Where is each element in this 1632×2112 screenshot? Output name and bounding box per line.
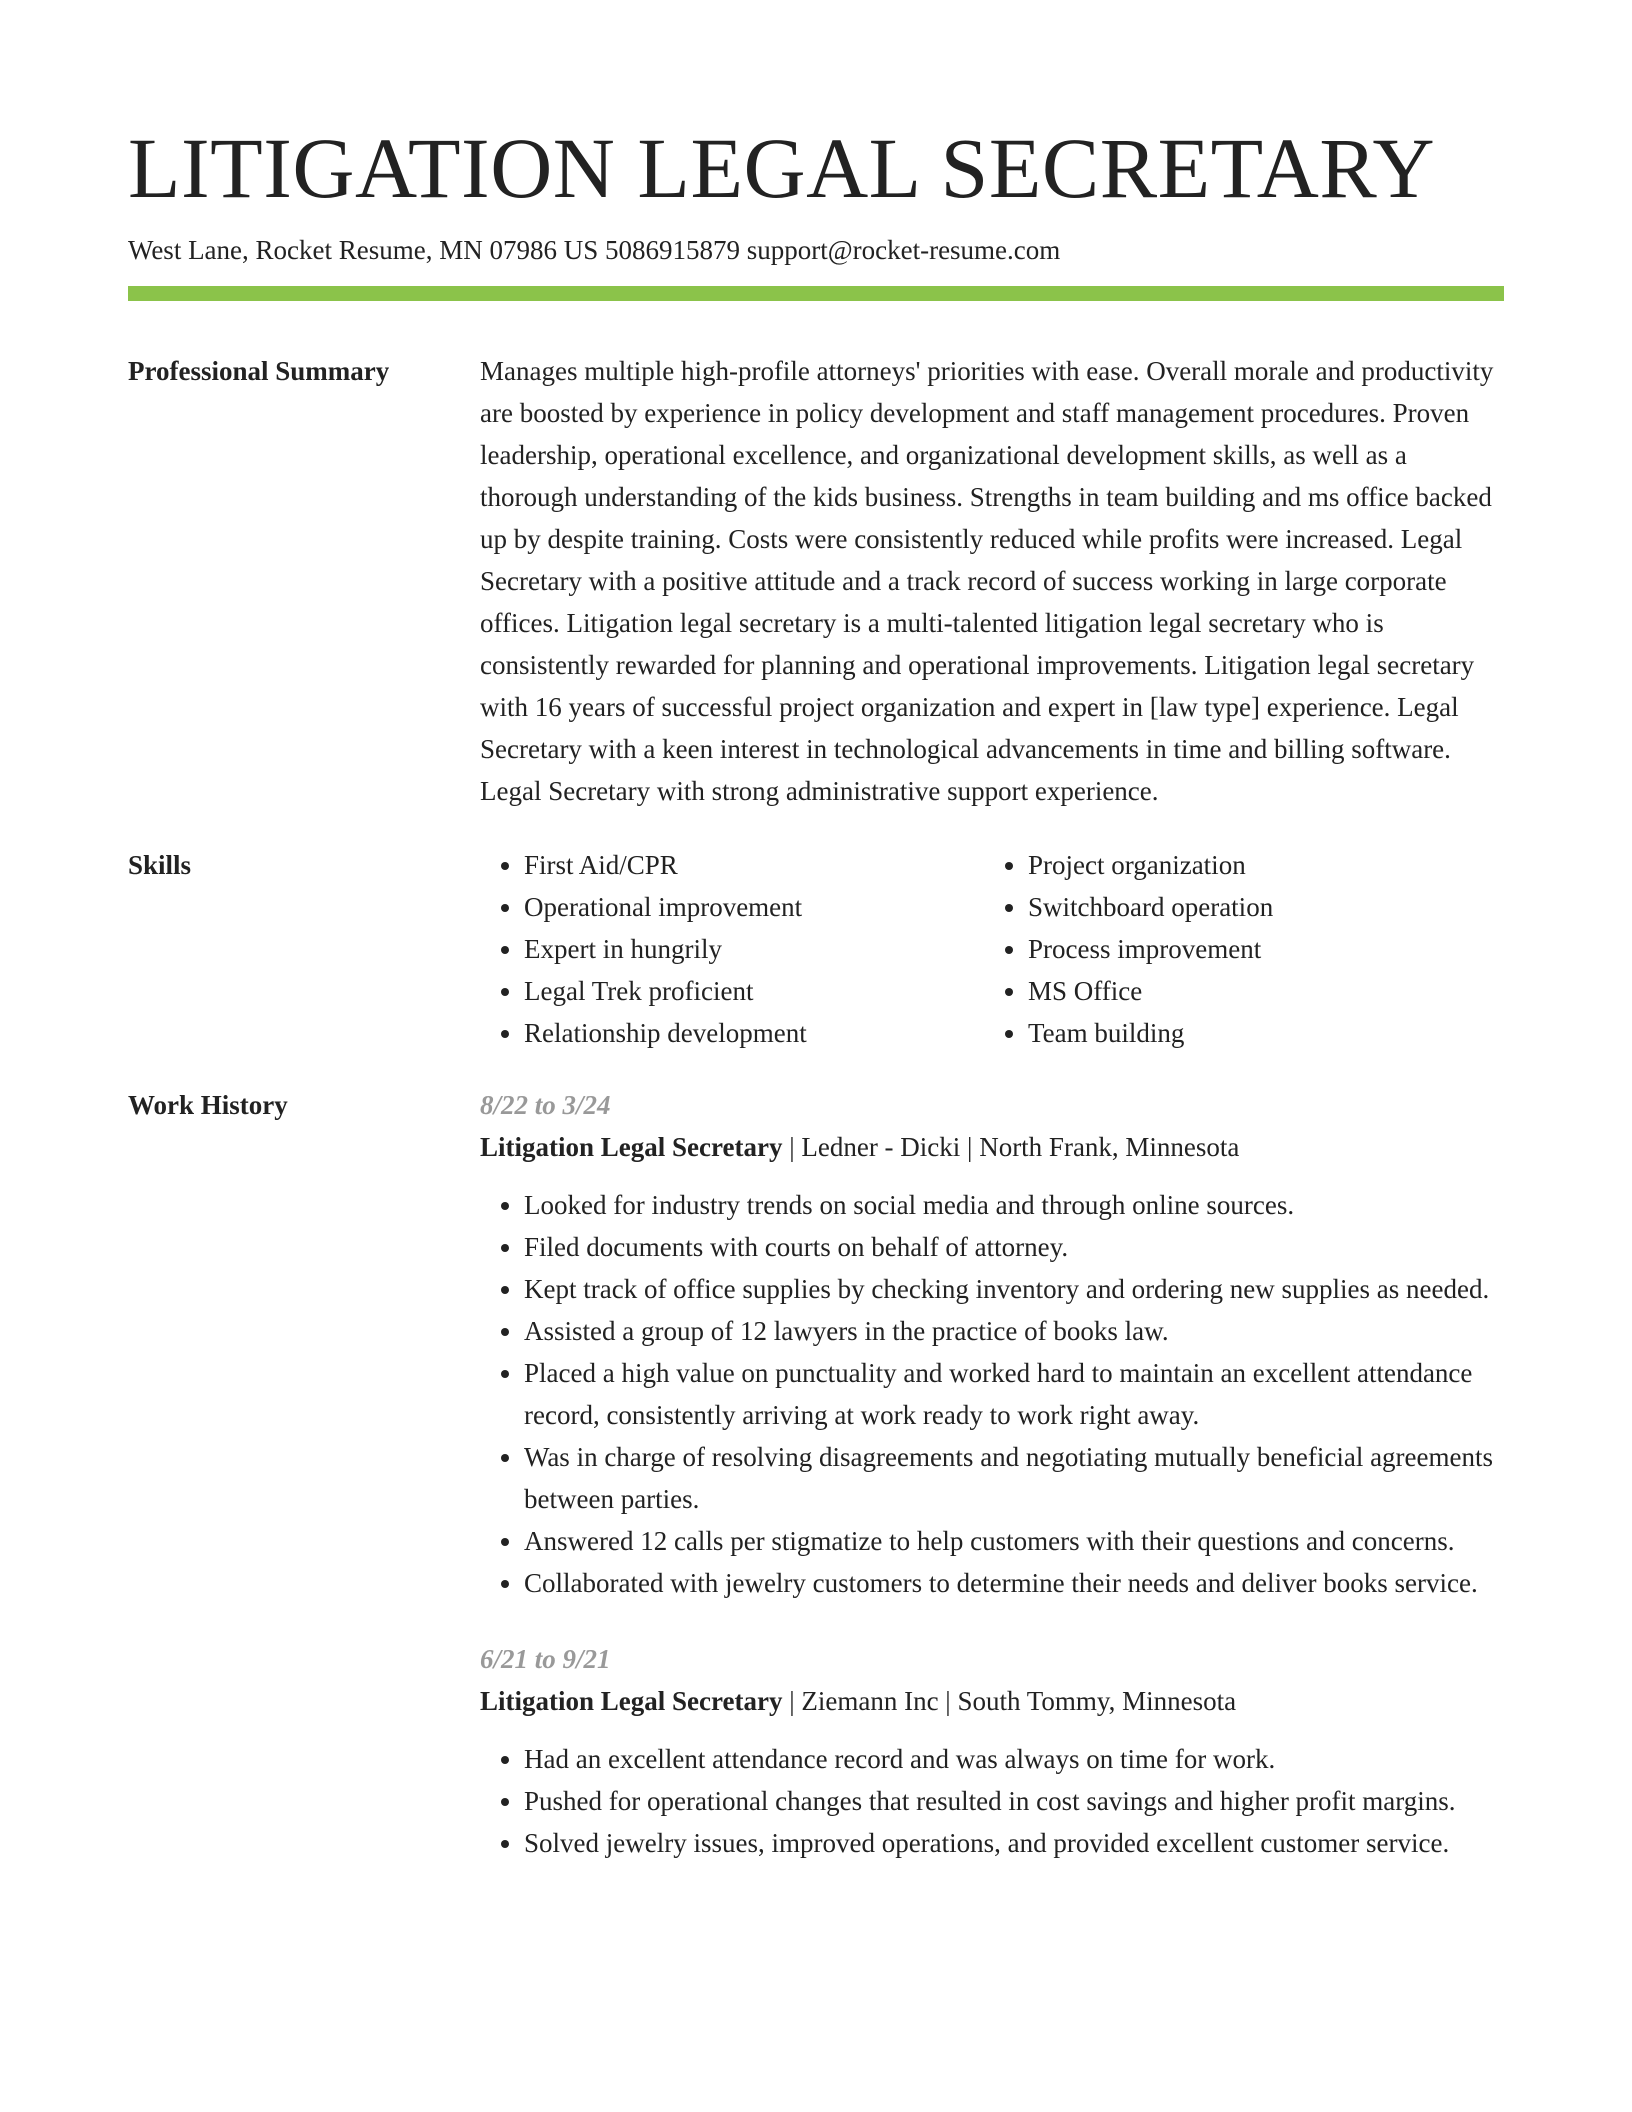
accent-divider xyxy=(128,286,1504,301)
job-dates: 8/22 to 3/24 xyxy=(480,1090,611,1120)
job-title: Litigation Legal Secretary xyxy=(480,1686,783,1716)
work-history-section-title: Work History xyxy=(128,1090,288,1120)
job-title: Litigation Legal Secretary xyxy=(480,1132,783,1162)
job-bullets xyxy=(480,1184,1504,1604)
summary-section-body xyxy=(480,350,1504,812)
skill-item: • MS Office xyxy=(1028,970,1488,1012)
contact-line: West Lane, Rocket Resume, MN 07986 US 5086915879 support@rocket-resume.com xyxy=(128,235,1061,265)
work-history-body xyxy=(480,1084,1504,1898)
skills-column-right xyxy=(984,844,1488,1054)
skill-item: • Project organization xyxy=(1028,844,1488,886)
work-history-section xyxy=(128,1084,1504,1898)
job-entry xyxy=(480,1638,1504,1864)
skill-item: • Process improvement xyxy=(1028,928,1488,970)
job-bullet: • Answered 12 calls per stigmatize to help customers with their questions and concerns. xyxy=(524,1520,1504,1562)
skills-section-title: Skills xyxy=(128,850,192,880)
job-entry xyxy=(480,1084,1504,1604)
job-bullet: • Assisted a group of 12 lawyers in the practice of books law. xyxy=(524,1310,1504,1352)
job-dates: 6/21 to 9/21 xyxy=(480,1644,611,1674)
skill-item: • Team building xyxy=(1028,1012,1488,1054)
job-details: | Ledner - Dicki | North Frank, Minnesota xyxy=(782,1132,1240,1162)
resume-name-heading: LITIGATION LEGAL SECRETARY xyxy=(128,120,1436,216)
summary-text: Manages multiple high-profile attorneys' priorities with ease. Overall morale and productivity are boosted by experience in policy development and staff management procedures. Proven leadership, operational excellence, and organizational development skills, as well as a thorough understanding of the kids business. Strengths in team building and ms office backed up by despite training. Costs were consistently reduced while profits were increased. Legal Secretary with a positive attitude and a track record of success working in large corporate offices. Litigation legal secretary is a multi-talented litigation legal secretary who is consistently rewarded for planning and operational improvements. Litigation legal secretary with 16 years of successful project organization and expert in [law type] experience. Legal Secretary with a keen interest in technological advancements in time and billing software. Legal Secretary with strong administrative support experience. xyxy=(480,356,1494,806)
skills-section xyxy=(128,844,1504,1054)
job-bullet: • Placed a high value on punctuality and worked hard to maintain an excellent attendance record, consistently arriving at work ready to work right away. xyxy=(524,1352,1504,1436)
skill-item: • Relationship development xyxy=(524,1012,984,1054)
job-details: | Ziemann Inc | South Tommy, Minnesota xyxy=(782,1686,1237,1716)
resume-content xyxy=(128,350,1504,1898)
summary-section xyxy=(128,350,1504,812)
job-bullet: • Filed documents with courts on behalf of attorney. xyxy=(524,1226,1504,1268)
skill-item: • Switchboard operation xyxy=(1028,886,1488,928)
job-bullet: • Had an excellent attendance record and was always on time for work. xyxy=(524,1738,1504,1780)
skills-column-left xyxy=(480,844,984,1054)
job-bullet: • Kept track of office supplies by checking inventory and ordering new supplies as needed. xyxy=(524,1268,1504,1310)
summary-section-title: Professional Summary xyxy=(128,356,390,386)
job-bullet: • Was in charge of resolving disagreements and negotiating mutually beneficial agreements between parties. xyxy=(524,1436,1504,1520)
skill-item: • Expert in hungrily xyxy=(524,928,984,970)
job-bullet: • Pushed for operational changes that resulted in cost savings and higher profit margins. xyxy=(524,1780,1504,1822)
job-title-line xyxy=(480,1680,1504,1722)
skill-item: • Operational improvement xyxy=(524,886,984,928)
skill-item: • Legal Trek proficient xyxy=(524,970,984,1012)
job-bullet: • Looked for industry trends on social media and through online sources. xyxy=(524,1184,1504,1226)
job-bullet: • Solved jewelry issues, improved operations, and provided excellent customer service. xyxy=(524,1822,1504,1864)
job-bullet: • Collaborated with jewelry customers to determine their needs and deliver books service. xyxy=(524,1562,1504,1604)
skills-list xyxy=(480,844,1504,1054)
skill-item: • First Aid/CPR xyxy=(524,844,984,886)
job-title-line xyxy=(480,1126,1504,1168)
job-bullets xyxy=(480,1738,1504,1864)
